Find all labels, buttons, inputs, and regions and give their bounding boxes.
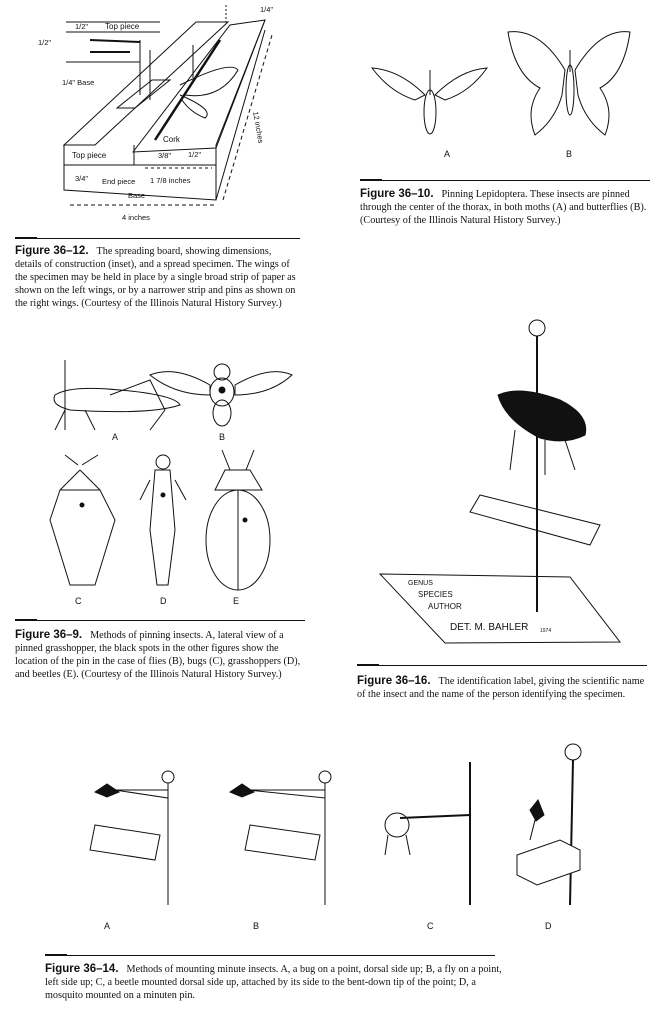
figure-label-b: B bbox=[253, 921, 260, 931]
figure-number: Figure 36–10. bbox=[360, 188, 434, 200]
figure-label-a: A bbox=[444, 149, 451, 159]
dim-label: 1/2" bbox=[38, 38, 52, 47]
dim-label: Cork bbox=[163, 135, 180, 144]
minute-insect-a-drawing bbox=[90, 771, 174, 905]
caption-text: Methods of pinning insects. A, lateral view of a pinned grasshopper, the black spots in the other figures show the location of the pin in the case of flies (B), bugs (C), grasshoppers (D), and beetles (E). (Courtesy of the Illinois Natural History Survey.) bbox=[15, 630, 301, 680]
caption-text: Methods of mounting minute insects. A, a bug on a point, dorsal side up; B, a fly on a point, left side up; C, a beetle mounted dorsal side up, attached by its side to the bent-down tip of the point; D, a mosquito mounted on a minuten pin. bbox=[45, 964, 502, 1001]
spreading-board-drawing bbox=[64, 5, 272, 205]
figure-36-10-caption bbox=[360, 188, 650, 227]
label-line: 1974 bbox=[540, 628, 552, 634]
figure-36-9-caption bbox=[15, 629, 305, 681]
minute-insect-c-drawing bbox=[385, 762, 470, 905]
dim-label: Base bbox=[128, 191, 146, 200]
figure-number: Figure 36–12. bbox=[15, 245, 89, 257]
dim-label: 1/4" bbox=[260, 5, 274, 14]
figure-number: Figure 36–14. bbox=[45, 963, 119, 975]
figure-label-c: C bbox=[427, 921, 434, 931]
dim-label: 12 inches bbox=[251, 110, 266, 144]
caption-text: The spreading board, showing dimensions, details of construction (inset), and a spread specimen. The wings of the specimen may be held in place by a single broad strip of paper as shown on the left wings, or by a narrower strip and pins as shown on the right wings. (Courtesy of the Illinois Natural History Survey.) bbox=[15, 246, 296, 309]
dim-label: 3/4" bbox=[75, 174, 89, 183]
dim-label: Top piece bbox=[72, 151, 107, 160]
figure-label-a: A bbox=[104, 921, 111, 931]
grasshopper-drawing bbox=[54, 360, 180, 430]
figure-label-c: C bbox=[75, 596, 82, 606]
butterfly-drawing bbox=[508, 32, 630, 135]
figure-number: Figure 36–16. bbox=[357, 675, 431, 687]
dim-label: Top piece bbox=[105, 22, 140, 31]
figure-label-a: A bbox=[112, 432, 119, 442]
identification-label-drawing bbox=[380, 320, 620, 643]
bug-drawing bbox=[50, 455, 115, 585]
beetle-drawing bbox=[206, 450, 270, 590]
figure-number: Figure 36–9. bbox=[15, 629, 83, 641]
caption-rule bbox=[357, 665, 647, 666]
label-line: SPECIES bbox=[418, 590, 453, 599]
caption-rule bbox=[360, 180, 650, 181]
label-line: DET. M. BAHLER bbox=[450, 622, 529, 633]
label-line: GENUS bbox=[408, 580, 433, 587]
figure-36-14-caption bbox=[45, 963, 510, 1002]
spreading-board-labels bbox=[38, 5, 273, 222]
label-line: AUTHOR bbox=[428, 602, 462, 611]
figure-label-b: B bbox=[219, 432, 226, 442]
caption-rule bbox=[45, 955, 495, 956]
figure-label-e: E bbox=[233, 596, 240, 606]
dim-label: 1/2" bbox=[75, 22, 89, 31]
moth-drawing bbox=[372, 68, 487, 134]
minute-insect-d-drawing bbox=[517, 744, 581, 905]
figure-label-d: D bbox=[160, 596, 167, 606]
dim-label: 3/8" bbox=[158, 151, 172, 160]
caption-rule bbox=[15, 620, 305, 621]
minute-insect-b-drawing bbox=[230, 771, 331, 905]
caption-text: The identification label, giving the scientific name of the insect and the name of the person identifying the specimen. bbox=[357, 676, 645, 700]
caption-rule bbox=[15, 238, 300, 239]
caption-text: Pinning Lepidoptera. These insects are pinned through the center of the thorax, in both moths (A) and butterflies (B). (Courtesy of the Illinois Natural History Survey.) bbox=[360, 189, 647, 226]
dim-label: 1/2" bbox=[188, 150, 202, 159]
figure-label-b: B bbox=[566, 149, 573, 159]
dim-label: 1/4" Base bbox=[62, 78, 95, 87]
figure-36-16-caption bbox=[357, 675, 652, 701]
dim-label: End piece bbox=[102, 177, 136, 186]
dim-label: 4 inches bbox=[122, 213, 150, 222]
figure-label-d: D bbox=[545, 921, 552, 931]
dim-label: 1 7/8 inches bbox=[150, 176, 191, 185]
grasshopper-dorsal-drawing bbox=[140, 455, 186, 585]
fly-drawing bbox=[150, 364, 292, 426]
figure-36-12-caption bbox=[15, 245, 300, 310]
